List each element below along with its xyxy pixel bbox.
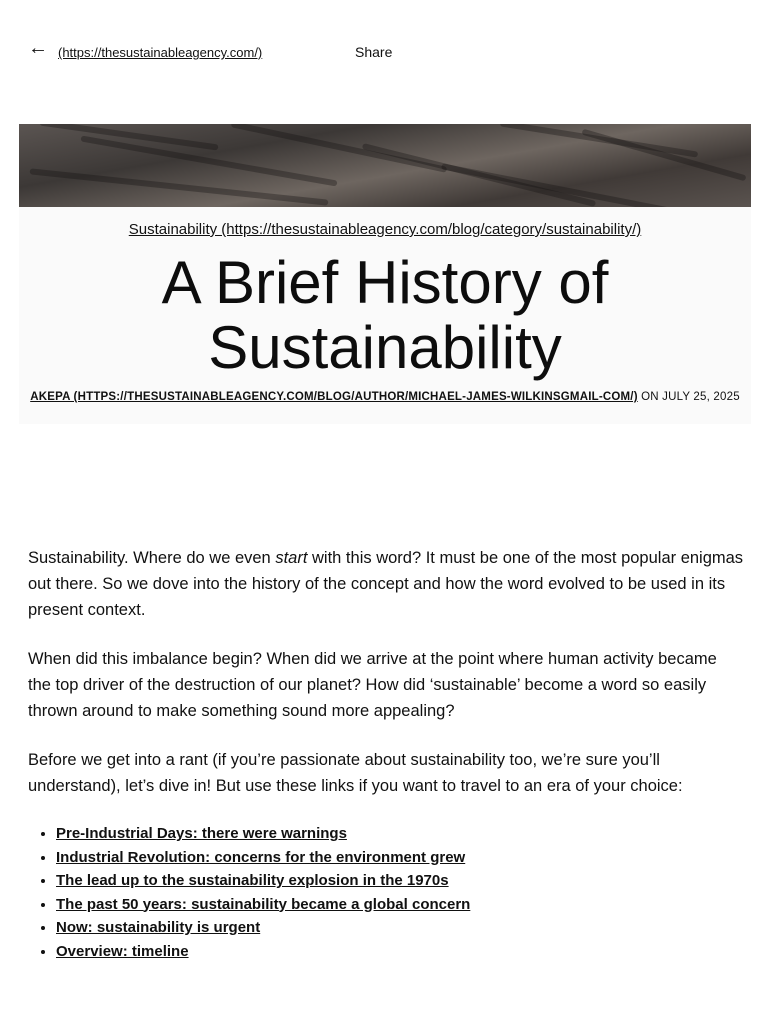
hero-section: [19, 124, 751, 424]
title-line-2: Sustainability: [208, 314, 562, 381]
author-link[interactable]: AKEPA (HTTPS://THESUSTAINABLEAGENCY.COM/BLOG/AUTHOR/MICHAEL-JAMES-WILKINSGMAIL-COM/): [30, 391, 638, 403]
top-bar: [28, 38, 748, 66]
title-line-1: A Brief History of: [161, 249, 609, 316]
back-arrow-icon[interactable]: ←: [28, 37, 48, 59]
paragraph-3: Before we get into a rant (if you’re passionate about sustainability too, we’re sure you’ll understand), let’s dive in! But use these links if you want to travel to an era of your choice:: [28, 751, 683, 795]
byline: [25, 389, 745, 405]
paragraph-1-text-b: with this word? It must be one of the most popular enigmas out there. So we dove into the history of the concept and how the word evolved to be used in its present context.: [28, 549, 744, 619]
category-link[interactable]: Sustainability (https://thesustainableagency.com/blog/category/sustainability/): [128, 221, 642, 238]
home-link[interactable]: (https://thesustainableagency.com/): [58, 45, 263, 60]
era-link-overview[interactable]: • Overview: timeline: [56, 940, 744, 964]
era-link-pre-industrial[interactable]: • Pre-Industrial Days: there were warnings: [56, 822, 744, 846]
hero-image: [19, 124, 751, 207]
paragraph-2: When did this imbalance begin? When did we arrive at the point where human activity became the top driver of the destruction of our planet? How did ‘sustainable’ become a word so easily thrown around to make something sound more appealing?: [28, 650, 717, 720]
paragraph-1-emphasis: start: [275, 549, 308, 567]
paragraph-1-text-a: Sustainability. Where do we even: [28, 549, 276, 567]
page-title: [19, 250, 751, 380]
era-link-list: [28, 822, 744, 963]
publish-date: ON JULY 25, 2025: [637, 391, 740, 403]
era-link-industrial-revolution[interactable]: • Industrial Revolution: concerns for the environment grew: [56, 846, 744, 870]
era-link-past-50-years[interactable]: • The past 50 years: sustainability became a global concern: [56, 893, 744, 917]
era-link-1970s[interactable]: • The lead up to the sustainability explosion in the 1970s: [56, 869, 744, 893]
era-link-now[interactable]: • Now: sustainability is urgent: [56, 916, 744, 940]
paragraph-1: [28, 545, 744, 623]
article-body: [28, 545, 744, 963]
share-button[interactable]: Share: [355, 44, 393, 60]
